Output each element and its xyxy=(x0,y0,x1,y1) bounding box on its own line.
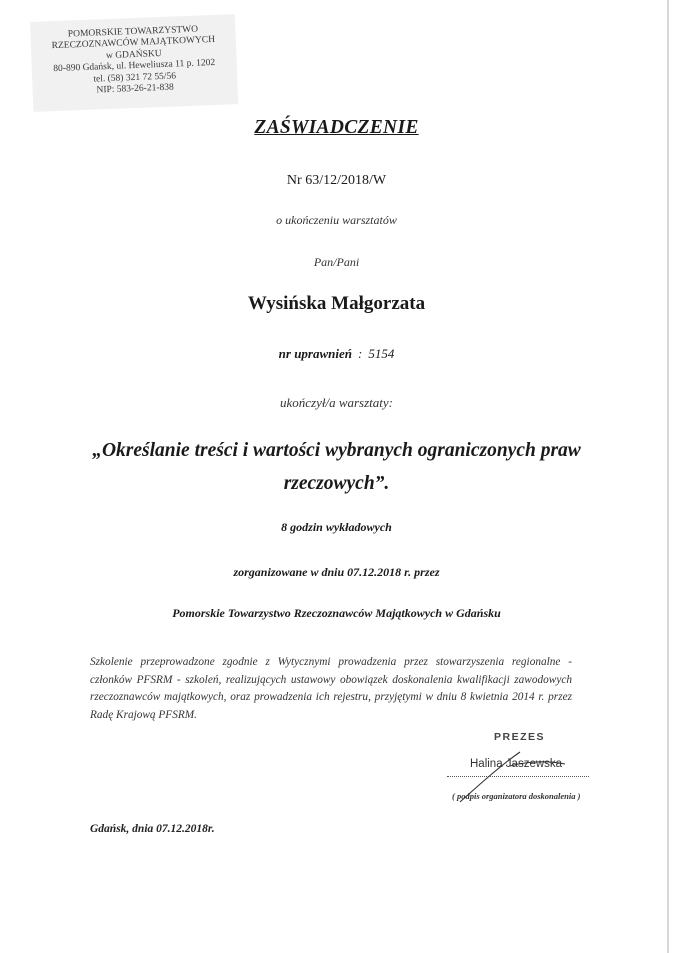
hours-label: 8 godzin wykładowych xyxy=(281,520,392,534)
stamp-line: 80-890 Gdańsk, ul. Heweliusza 11 p. 1202 xyxy=(53,58,216,75)
completed-label: ukończył/a warsztaty: xyxy=(279,395,393,410)
stamp-line: tel. (58) 321 72 55/56 xyxy=(93,71,177,85)
salutation: Pan/Pani xyxy=(313,255,360,269)
stamp-line: RZECZOZNAWCÓW MAJĄTKOWYCH xyxy=(51,35,216,52)
course-title-line: rzeczowych”. xyxy=(283,473,390,494)
organizer-name: Pomorskie Towarzystwo Rzeczoznawców Majątkowych w Gdańsku xyxy=(172,606,501,620)
organization-stamp xyxy=(30,14,238,112)
license-colon: : xyxy=(358,346,363,361)
license-line xyxy=(0,346,673,362)
organized-date: zorganizowane w dniu 07.12.2018 r. przez xyxy=(233,565,440,579)
completion-label: o ukończeniu warsztatów xyxy=(276,213,397,227)
signature-caption: ( podpis organizatora doskonalenia ) xyxy=(452,791,581,801)
document-title: ZAŚWIADCZENIE xyxy=(254,117,419,138)
course-title-line: „Określanie treści i wartości wybranych ograniczonych praw xyxy=(92,440,581,461)
certificate-number: Nr 63/12/2018/W xyxy=(286,173,387,188)
license-number: 5154 xyxy=(368,346,395,361)
signatory-name: Halina Jaszewska xyxy=(470,758,563,770)
stamp-line: w GDAŃSKU xyxy=(105,48,162,61)
license-label: nr uprawnień xyxy=(278,346,352,361)
signatory-title: PREZES xyxy=(494,731,546,743)
course-title xyxy=(0,434,673,500)
recipient-name: Wysińska Małgorzata xyxy=(247,293,426,314)
place-date: Gdańsk, dnia 07.12.2018r. xyxy=(90,823,215,835)
stamp-line: POMORSKIE TOWARZYSTWO xyxy=(67,24,199,40)
training-note: Szkolenie przeprowadzone zgodnie z Wytycznymi prowadzenia przez stowarzyszenia regionalne - członków PFSRM - szkoleń, realizujących ustawowy obowiązek doskonalenia kwalifikacji zawodowych rzeczoznawców majątkowych, oraz prowadzenia ich rejestru, przyjętymi w dniu 8 kwietnia 2014 r. przez Radę Krajową PFSRM. xyxy=(90,656,572,721)
stamp-line: NIP: 583-26-21-838 xyxy=(96,82,174,96)
